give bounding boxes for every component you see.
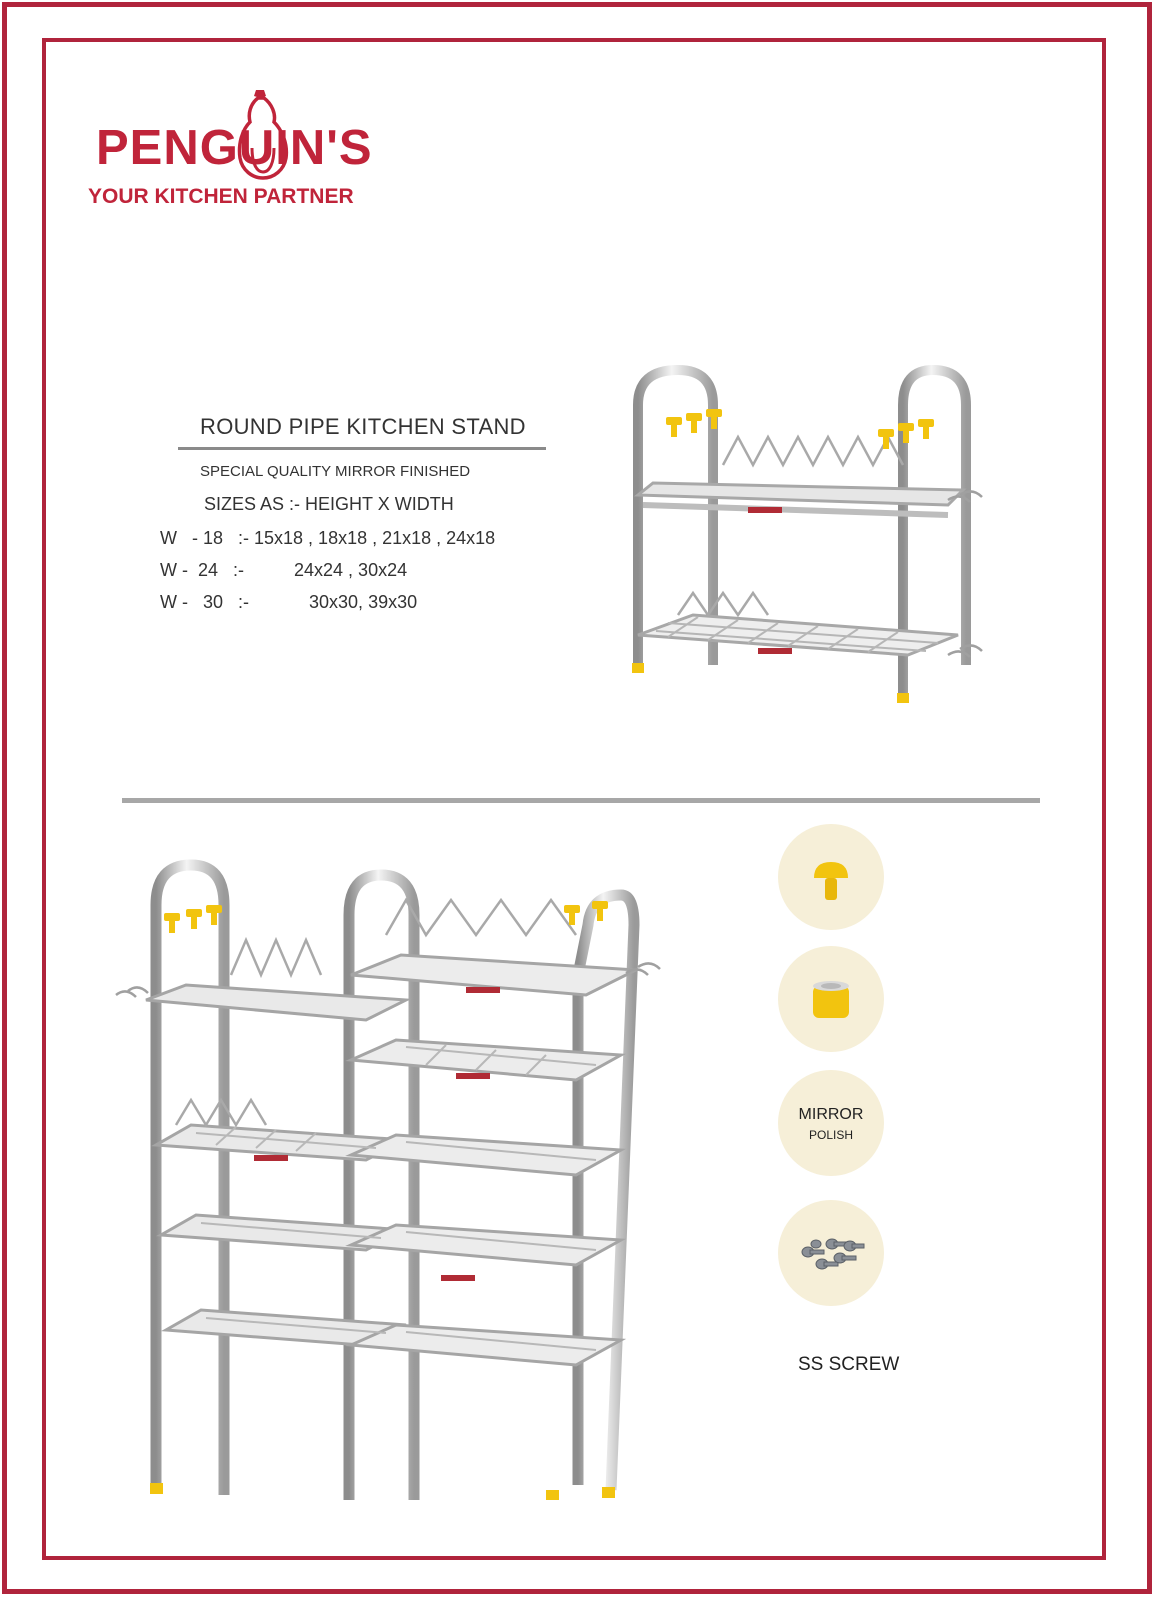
foot-cup-icon	[778, 946, 884, 1052]
mirror-label: MIRROR	[798, 1106, 864, 1123]
polish-label: POLISH	[808, 1128, 853, 1142]
size-row-w18: W - 18 :- 15x18 , 18x18 , 21x18 , 24x18	[160, 528, 496, 548]
leg-cap-icon	[778, 824, 884, 930]
brand-logo	[86, 88, 386, 218]
ss-screw-caption: SS SCREW	[798, 1354, 900, 1375]
multi-tier-stand-image	[106, 855, 686, 1500]
ss-screw-feature	[778, 1200, 884, 1306]
section-divider	[122, 798, 1040, 803]
sizes-heading: SIZES AS :- HEIGHT X WIDTH	[204, 494, 454, 514]
brand-tagline: YOUR KITCHEN PARTNER	[88, 185, 354, 208]
brand-name: PENGUIN'S	[96, 121, 373, 175]
product-title: ROUND PIPE KITCHEN STAND	[200, 414, 526, 439]
mirror-polish-feature	[778, 1070, 884, 1176]
two-tier-stand-image	[608, 365, 1018, 725]
size-row-w24: W - 24 :- 24x24 , 30x24	[160, 560, 408, 580]
size-row-w30: W - 30 :- 30x30, 39x30	[160, 592, 418, 612]
foot-cup-feature	[778, 946, 884, 1052]
quality-text: SPECIAL QUALITY MIRROR FINISHED	[200, 463, 471, 480]
title-underline	[178, 447, 546, 450]
leg-cap-feature	[778, 824, 884, 930]
ss-screw-icon	[778, 1200, 884, 1306]
